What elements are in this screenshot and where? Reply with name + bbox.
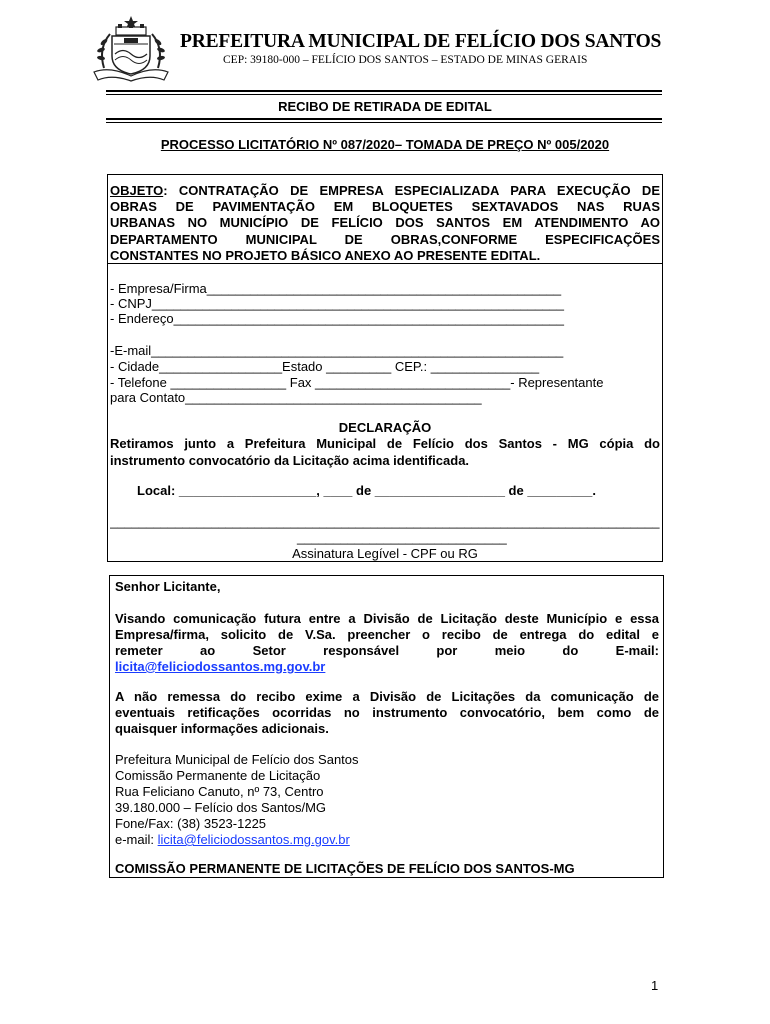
- empresa-field[interactable]: - Empresa/Firma_________________________________________________: [110, 281, 562, 296]
- title-divider: [106, 122, 662, 123]
- contact-block: [115, 752, 659, 848]
- telefone-fax-field[interactable]: - Telefone ________________ Fax ___________________________- Representante: [110, 375, 604, 390]
- notice-signoff: COMISSÃO PERMANENTE DE LICITAÇÕES DE FELÍCIO DOS SANTOS-MG: [115, 861, 575, 876]
- cnpj-field[interactable]: - CNPJ_________________________________________________________: [110, 296, 564, 311]
- notice-line: A não remessa do recibo exime a Divisão de Licitações da comunicação de: [115, 689, 659, 704]
- signature-line-short: _____________________________: [297, 530, 507, 545]
- header-subtitle: CEP: 39180-000 – FELÍCIO DOS SANTOS – ESTADO DE MINAS GERAIS: [223, 54, 588, 66]
- notice-paragraph-2: [115, 689, 659, 737]
- contact-email-label: e-mail:: [115, 832, 158, 847]
- notice-line: quaisquer informações adicionais.: [115, 721, 329, 736]
- objeto-section: [110, 183, 660, 264]
- objeto-text-line: DEPARTAMENTO MUNICIPAL DE OBRAS,CONFORME ESPECIFICAÇÕES: [110, 231, 660, 247]
- contact-org: Prefeitura Municipal de Felício dos Santos: [115, 752, 359, 767]
- notice-paragraph-1: [115, 611, 659, 675]
- cidade-estado-cep-field[interactable]: - Cidade_________________Estado _________ CEP.: _______________: [110, 359, 540, 374]
- declaracao-text: [110, 435, 660, 469]
- objeto-text-line: URBANAS NO MUNICÍPIO DE FELÍCIO DOS SANTOS EM ATENDIMENTO AO: [110, 215, 660, 231]
- declaracao-line: instrumento convocatório da Licitação acima identificada.: [110, 453, 470, 468]
- declaracao-title: DECLARAÇÃO: [338, 420, 432, 435]
- objeto-label: OBJETO: [110, 183, 164, 198]
- objeto-text-line: : CONTRATAÇÃO DE EMPRESA ESPECIALIZADA PARA EXECUÇÃO DE: [163, 183, 660, 198]
- title-divider: [106, 118, 662, 120]
- header-divider: [106, 94, 662, 95]
- header-title: PREFEITURA MUNICIPAL DE FELÍCIO DOS SANTOS: [180, 31, 662, 52]
- receipt-title: RECIBO DE RETIRADA DE EDITAL: [278, 99, 492, 114]
- signature-line[interactable]: ____________________________________________________________________________: [110, 514, 660, 529]
- contact-city: 39.180.000 – Felício dos Santos/MG: [115, 800, 327, 815]
- notice-line: Visando comunicação futura entre a Divisão de Licitação deste Município e essa: [115, 611, 659, 626]
- notice-line: eventuais retificações ocorridas no instrumento convocatório, bem como de: [115, 705, 659, 720]
- contact-phone: Fone/Fax: (38) 3523-1225: [115, 816, 267, 831]
- email-field[interactable]: -E-mail_________________________________________________________: [110, 343, 564, 358]
- process-title: PROCESSO LICITATÓRIO Nº 087/2020– TOMADA DE PREÇO Nº 005/2020: [160, 137, 610, 152]
- email-link[interactable]: licita@feliciodossantos.mg.gov.br: [115, 659, 326, 674]
- contact-email-link[interactable]: licita@feliciodossantos.mg.gov.br: [157, 832, 350, 847]
- objeto-text-line: CONSTANTES NO PROJETO BÁSICO ANEXO AO PRESENTE EDITAL.: [110, 247, 541, 263]
- contact-dept: Comissão Permanente de Licitação: [115, 768, 321, 783]
- signature-caption: Assinatura Legível - CPF ou RG: [292, 546, 478, 561]
- notice-line: remeter ao Setor responsável por meio do E-mail:: [115, 643, 659, 658]
- endereco-field[interactable]: - Endereço______________________________________________________: [110, 311, 565, 326]
- section-divider: [107, 263, 663, 264]
- contact-street: Rua Feliciano Canuto, nº 73, Centro: [115, 784, 324, 799]
- header-divider: [106, 90, 662, 92]
- notice-greeting: Senhor Licitante,: [115, 579, 221, 594]
- page-number: 1: [651, 978, 659, 993]
- local-date-field[interactable]: Local: ___________________, ____ de __________________ de _________.: [137, 483, 597, 498]
- objeto-text-line: OBRAS DE PAVIMENTAÇÃO EM BLOQUETES SEXTAVADOS NAS RUAS: [110, 199, 660, 215]
- declaracao-line: Retiramos junto a Prefeitura Municipal de Felício dos Santos - MG cópia do: [110, 436, 660, 451]
- notice-line: Empresa/firma, solicito de V.Sa. preencher o recibo de entrega do edital e: [115, 627, 659, 642]
- municipal-crest-icon: [90, 14, 172, 82]
- contato-field[interactable]: para Contato_________________________________________: [110, 390, 482, 405]
